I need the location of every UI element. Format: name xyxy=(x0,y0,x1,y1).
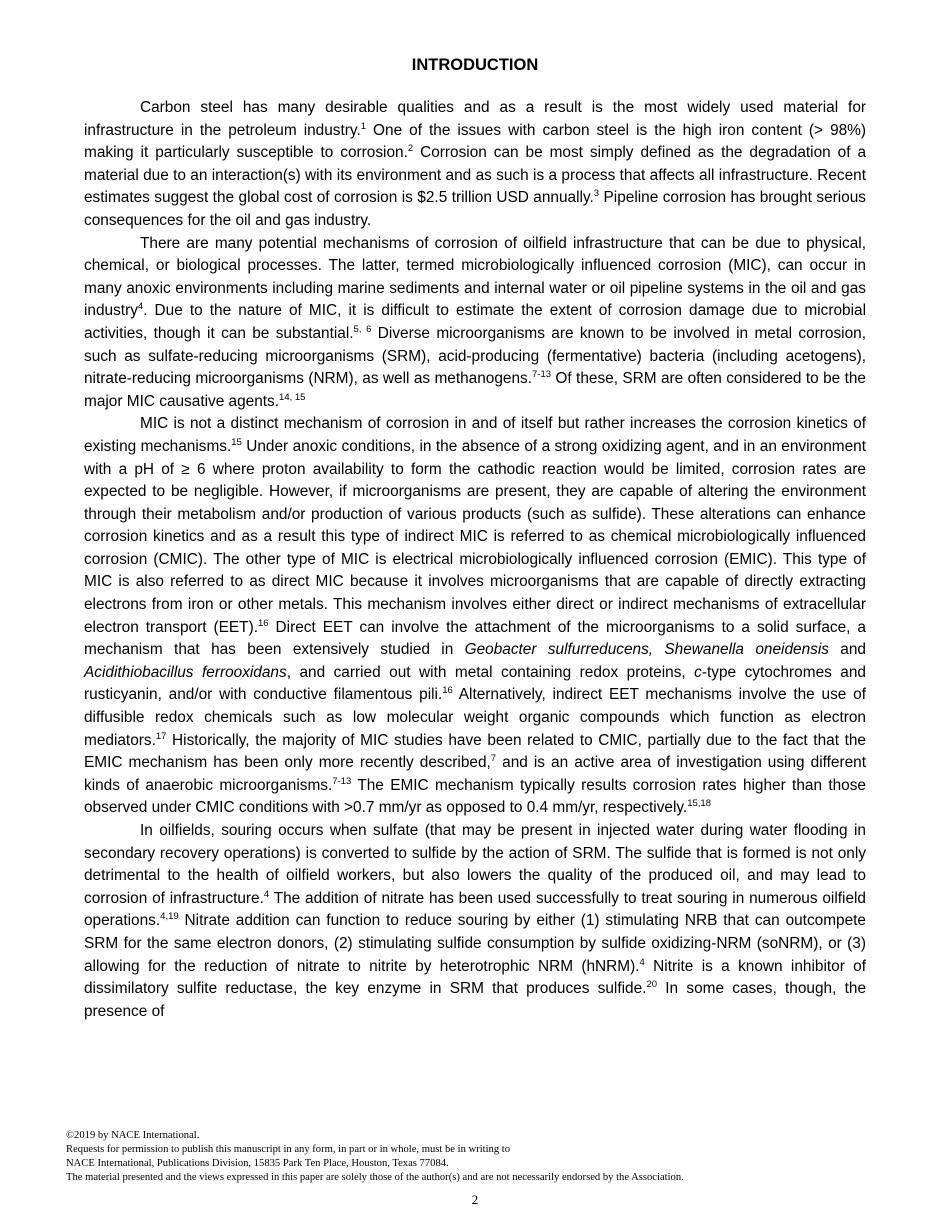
italic-text: Geobacter sulfurreducens, Shewanella oneidensis xyxy=(464,641,829,659)
page-number: 2 xyxy=(471,1192,479,1207)
text-run: The addition of nitrate has been used successfully to treat souring in numerous oilfield operations. xyxy=(84,889,866,930)
copyright-footer xyxy=(66,1129,886,1185)
paragraph xyxy=(84,97,866,233)
citation-superscript: 2 xyxy=(407,143,414,155)
citation-superscript: 7-13 xyxy=(532,369,552,381)
paragraph xyxy=(84,233,866,414)
text-run: Carbon steel has many desirable qualities and as a result is the most widely used material for infrastructure in the petroleum industry. xyxy=(84,99,866,139)
text-run: -type cytochromes and rusticyanin, and/or with conductive filamentous pili. xyxy=(84,663,866,704)
body-text xyxy=(84,97,866,1023)
citation-superscript: 14, 15 xyxy=(279,391,306,403)
paragraph xyxy=(84,820,866,1023)
citation-superscript: 15 xyxy=(231,436,242,448)
citation-superscript: 4 xyxy=(137,301,144,313)
citation-superscript: 4 xyxy=(639,956,645,968)
citation-superscript: 17 xyxy=(155,730,167,742)
text-run: Diverse microorganisms are known to be involved in metal corrosion, such as sulfate-reducing microorganisms (SRM), acid-producing (fermentative) bacteria (including acetogens), nitrate-reducing microorganisms (NRM), as well as methanogens. xyxy=(84,324,866,388)
text-run: The EMIC mechanism typically results corrosion rates higher than those observed under CMIC conditions with >0.7 mm/yr as opposed to 0.4 mm/yr, respectively. xyxy=(84,776,866,817)
text-run: . Due to the nature of MIC, it is difficult to estimate the extent of corrosion damage due to microbial activities, though it can be substantial. xyxy=(84,302,866,342)
citation-superscript: 16 xyxy=(442,685,453,697)
text-run: Historically, the majority of MIC studies have been related to CMIC, partially due to the fact that the EMIC mechanism has been only more recently described, xyxy=(84,731,866,772)
text-run: One of the issues with carbon steel is the high iron content (> 98%) making it particularly susceptible to corrosion. xyxy=(84,121,866,162)
text-run: In some cases, though, the presence of xyxy=(84,980,866,1020)
text-run: Direct EET can involve the attachment of the microorganisms to a solid surface, a mechanism that has been extensively studied in xyxy=(84,618,866,659)
text-run: Nitrate addition can function to reduce souring by either (1) stimulating NRB that can outcompete SRM for the same electron donors, (2) stimulating sulfide consumption by sulfide oxidizing-NRM (soNRM), or (3) allowing for the reduction of nitrate to nitrite by heterotrophic NRM (hNRM). xyxy=(84,912,866,975)
text-run: Under anoxic conditions, in the absence of a strong oxidizing agent, and in an environment with a pH of ≥ 6 where proton availability to form the cathodic reaction would be limited, corrosion rates are expected to be negligible. However, if microorganisms are present, they are capable of altering the environment through their metabolism and/or production of various products (such as sulfide). These alterations can enhance corrosion kinetics and as a result this type of indirect MIC is referred to as chemical microbiologically influenced corrosion (CMIC). The other type of MIC is electrical microbiologically influenced corrosion (EMIC). This type of MIC is also referred to as direct MIC because it involves microorganisms that are capable of directly extracting electrons from iron or other metals. This mechanism involves either direct or indirect mechanisms of extracellular electron transport (EET). xyxy=(84,437,866,636)
section-heading: INTRODUCTION xyxy=(411,56,539,74)
citation-superscript: 4,19 xyxy=(160,911,179,923)
text-run: and is an active area of investigation using different kinds of anaerobic microorganisms. xyxy=(84,754,866,794)
text-run: Corrosion can be most simply defined as the degradation of a material due to an interaction(s) with its environment and as such is a process that affects all infrastructure. Recent estimates suggest the global cost of corrosion is $2.5 trillion USD annually. xyxy=(84,144,866,207)
text-run: Nitrite is a known inhibitor of dissimilatory sulfite reductase, the key enzyme in SRM that produces sulfide. xyxy=(84,957,867,998)
citation-superscript: 5, 6 xyxy=(353,323,372,335)
italic-text: Acidithiobacillus ferrooxidans xyxy=(84,663,287,681)
citation-superscript: 15,18 xyxy=(687,798,711,810)
paragraph xyxy=(84,413,866,820)
footer-line: NACE International, Publications Division, 15835 Park Ten Place, Houston, Texas 77084. xyxy=(66,1158,449,1170)
citation-superscript: 7 xyxy=(490,753,497,765)
citation-superscript: 4 xyxy=(263,888,270,900)
text-run: MIC is not a distinct mechanism of corrosion in and of itself but rather increases the corrosion kinetics of existing mechanisms. xyxy=(84,415,866,455)
text-run: , and carried out with metal containing redox proteins, xyxy=(286,663,695,681)
text-run: There are many potential mechanisms of corrosion of oilfield infrastructure that can be due to physical, chemical, or biological processes. The latter, termed microbiologically influenced corrosion (MIC), can occur in many anoxic environments including marine sediments and internal water or oil pipeline systems in the oil and gas industry xyxy=(84,234,866,320)
footer-line: ©2019 by NACE International. xyxy=(66,1130,200,1141)
footer-line: Requests for permission to publish this manuscript in any form, in part or in whole, must be in writing to xyxy=(66,1144,511,1156)
citation-superscript: 1 xyxy=(360,120,367,132)
text-run: In oilfields, souring occurs when sulfate (that may be present in injected water during water flooding in secondary recovery operations) is converted to sulfide by the action of SRM. The sulfide that is formed is not only detrimental to the health of oilfield workers, but also lowers the quality of the produced oil, and may lead to corrosion of infrastructure. xyxy=(84,822,866,907)
citation-superscript: 7-13 xyxy=(332,775,352,787)
text-run: and xyxy=(828,641,866,659)
citation-superscript: 3 xyxy=(593,188,600,200)
text-run: Pipeline corrosion has brought serious consequences for the oil and gas industry. xyxy=(84,189,866,229)
text-run: Of these, SRM are often considered to be the major MIC causative agents. xyxy=(84,370,866,410)
text-run: Alternatively, indirect EET mechanisms involve the use of diffusible redox chemicals such as low molecular weight organic compounds which function as electron mediators. xyxy=(84,686,866,749)
citation-superscript: 20 xyxy=(646,979,658,991)
italic-text: c xyxy=(694,663,702,681)
citation-superscript: 16 xyxy=(257,617,269,629)
footer-line: The material presented and the views expressed in this paper are solely those of the author(s) and are not necessarily endorsed by the Association. xyxy=(66,1172,684,1184)
